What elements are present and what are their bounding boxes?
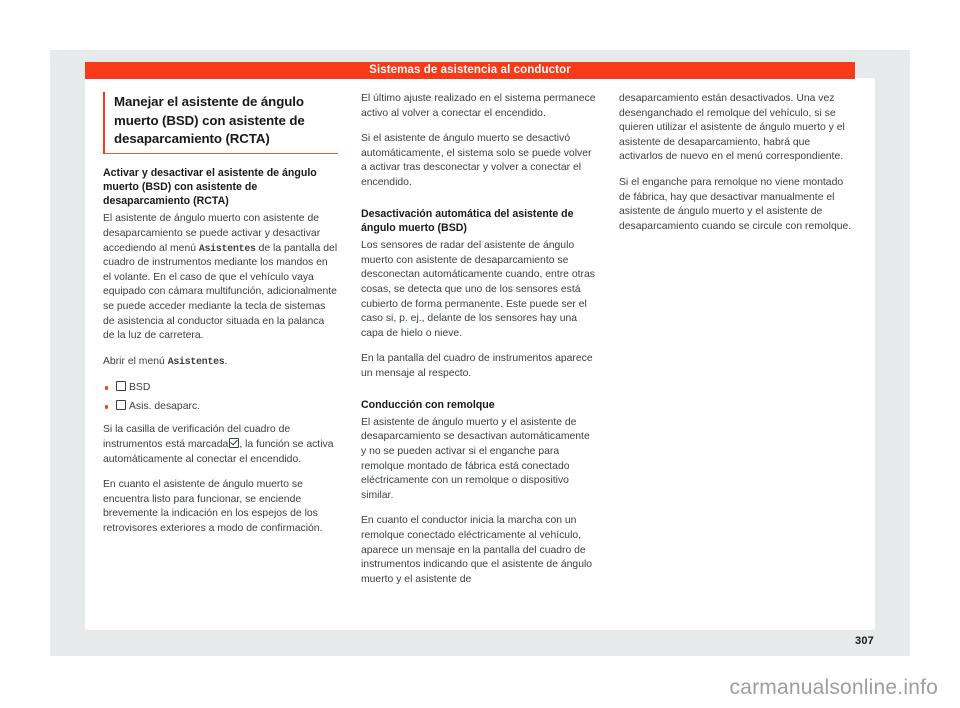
bullet-dot-icon <box>105 386 108 389</box>
unchecked-checkbox-icon <box>116 400 126 410</box>
paragraph-ultimo-ajuste: El último ajuste realizado en el sistema permanece activo al volver a conectar el encendido. <box>361 93 596 119</box>
running-head-title: Sistemas de asistencia al conductor <box>369 64 571 76</box>
casilla-text-part2: , la función se activa automáticamente al conectar el encendido. <box>103 438 334 465</box>
paragraph-desactivo-automaticamente: Si el asistente de ángulo muerto se desactivó automáticamente, el sistema solo se puede volver a activar tras desconectar y volver a conectar el encendido. <box>361 133 592 188</box>
casilla-text-part1: Si la casilla de verificación del cuadro de instrumentos está marcada <box>103 424 291 450</box>
checkbox-option-list <box>103 380 338 414</box>
list-item-label: Asis. desaparc. <box>129 401 201 413</box>
unchecked-checkbox-icon <box>116 381 126 391</box>
list-item-label: BSD <box>129 382 151 394</box>
paragraph-text-part1: El asistente de ángulo muerto con asistente de desaparcamiento se puede activar y desactivar accediendo al menú <box>103 213 321 254</box>
article-title: Manejar el asistente de ángulo muerto (BSD) con asistente de desaparcamiento (RCTA) <box>103 92 338 154</box>
paragraph-mensaje-pantalla: En la pantalla del cuadro de instrumentos aparece un mensaje al respecto. <box>361 353 593 379</box>
section-heading-desactivacion-automatica: Desactivación automática del asistente de ángulo muerto (BSD) <box>361 207 574 234</box>
paragraph-casilla-verificacion <box>103 423 338 467</box>
paragraph-activar-desactivar <box>103 212 338 343</box>
section-heading-activar: Activar y desactivar el asistente de ángulo muerto (BSD) con asistente de desaparcamiento (RCTA) <box>103 166 317 208</box>
paragraph-enganche-no-fabrica: Si el enganche para remolque no viene montado de fábrica, hay que desactivar manualmente el asistente de ángulo muerto y el asistente de desaparcamiento cuando se circule con remolque. <box>619 176 852 232</box>
paragraph-inicia-marcha: En cuanto el conductor inicia la marcha con un remolque conectado eléctricamente al vehículo, aparece un mensaje en la pantalla del cuadro de instrumentos indicando que el asistente de ángulo muerto y el asistente de <box>361 515 593 585</box>
column-2 <box>361 92 596 622</box>
paragraph-desaparcamiento-desactivados: desaparcamiento están desactivados. Una vez desenganchado el remolque del vehículo, si se quieren utilizar el asistente de ángulo muerto y el asistente de desaparcamiento, habrá que activarlos de nuevo en el menú correspondiente. <box>619 93 845 163</box>
abrir-menu-text-part2: . <box>224 355 228 367</box>
menu-name-asistentes-2: Asistentes <box>167 355 225 367</box>
section-heading-conduccion-remolque: Conducción con remolque <box>361 398 495 411</box>
menu-name-asistentes: Asistentes <box>198 242 256 254</box>
paragraph-indicacion-espejos: En cuanto el asistente de ángulo muerto se encuentra listo para funcionar, se enciende brevemente la indicación en los espejos de los retrovisores exteriores a modo de confirmación. <box>103 479 323 534</box>
running-head-bar <box>85 62 855 79</box>
checked-checkbox-icon <box>229 438 239 448</box>
site-watermark: carmanualsonline.info <box>729 676 938 699</box>
column-3 <box>619 92 854 622</box>
list-item <box>103 380 338 395</box>
bullet-dot-icon <box>105 405 108 408</box>
list-item <box>103 399 338 414</box>
abrir-menu-text-part1: Abrir el menú <box>103 355 168 367</box>
paragraph-abrir-menu <box>103 355 338 370</box>
manual-page <box>85 64 875 647</box>
column-1 <box>103 92 338 622</box>
paragraph-enganche-remolque: El asistente de ángulo muerto y el asistente de desaparcamiento se desactivan automáticamente y no se pueden activar si el enganche para remolque montado de fábrica está conectado eléctricamente con un remolque o dispositivo similar. <box>361 416 590 501</box>
page-columns <box>103 92 855 622</box>
paragraph-sensores-radar: Los sensores de radar del asistente de ángulo muerto con asistente de desaparcamiento se desconectan automáticamente cuando, entre otras cosas, se detecta que uno de los sensores está cubierto de forma permanente. Este puede ser el caso si, p. ej., delante de los sensores hay una capa de hielo o nieve. <box>361 240 595 339</box>
page-number: 307 <box>855 635 874 647</box>
paragraph-text-part2: de la pantalla del cuadro de instrumentos mediante los mandos en el volante. En el caso de que el vehículo vaya equipado con cámara multifunción, adicionalmente se puede acceder mediante la tecla de sistemas de asistencia al conductor situada en la palanca de la luz de carretera. <box>103 242 338 342</box>
